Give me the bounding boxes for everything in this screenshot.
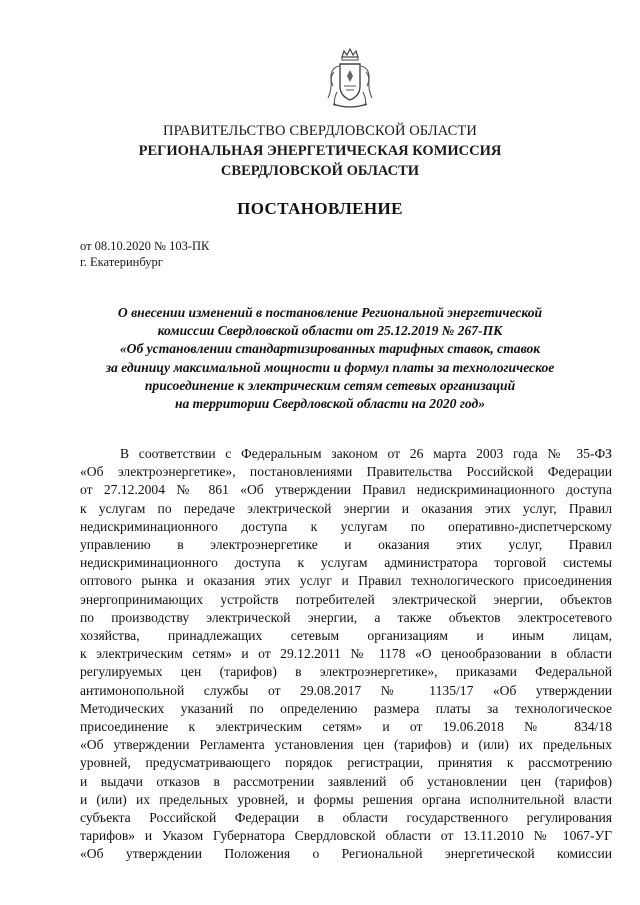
body-line: и (или) их предельных уровней, и формы решения органа исполнительной власти (80, 791, 612, 807)
subject-line: О внесении изменений в постановление Региональной энергетической (117, 305, 543, 320)
body-line: уровней, предусматривающего порядок регистрации, принятия к рассмотрению (80, 755, 612, 771)
subject-line: присоединение к электрическим сетям сетевых организаций (144, 377, 516, 393)
commission-name-line1: РЕГИОНАЛЬНАЯ ЭНЕРГЕТИЧЕСКАЯ КОМИССИЯ (138, 143, 502, 159)
body-line: энергопринимающих устройств потребителей электрической энергии, объектов (80, 591, 612, 607)
body-line: оптового рынка и оказания этих услуг и Правил технологического присоединения (80, 573, 612, 589)
subject-line: за единицу максимальной мощности и формул платы за технологическое (105, 359, 555, 375)
body-line: по производству электрической энергии, а также объектов электросетевого (80, 609, 612, 625)
body-line: недискриминационного доступа к услугам по оперативно-диспетчерскому (80, 518, 612, 534)
subject-line: «Об установлении стандартизированных тарифных ставок, ставок (119, 341, 541, 357)
body-line: и выдачи отказов в рассмотрении заявлений об установлении цен (тарифов) (80, 773, 612, 789)
document-city: г. Екатеринбург (80, 255, 163, 269)
body-line: к услугам по передаче электрической энергии и оказания этих услуг, Правил (80, 500, 612, 516)
document-subject (70, 304, 590, 413)
body-line: регулируемых цен (тарифов) в электроэнергетике», приказами Федеральной (80, 664, 612, 680)
body-line: субъекта Российской Федерации в области государственного регулирования (80, 810, 612, 826)
body-line: к электрическим сетям» и от 29.12.2011 № 1178 «О ценообразовании в области (80, 646, 612, 662)
commission-name-line2: СВЕРДЛОВСКОЙ ОБЛАСТИ (220, 163, 420, 179)
body-line: недискриминационного доступа к услугам администратора торговой системы (80, 555, 612, 571)
body-line: Методических указаний по определению размера платы за технологическое (80, 700, 612, 716)
subject-line: на территории Свердловской области на 2020 год» (174, 396, 486, 412)
coat-of-arms-icon (325, 48, 375, 110)
subject-line: комиссии Свердловской области от 25.12.2019 № 267-ПК (157, 323, 503, 339)
body-line: присоединение к электрическим сетям» и от 19.06.2018 № 834/18 (80, 719, 612, 735)
document-type-title: ПОСТАНОВЛЕНИЕ (237, 199, 403, 218)
government-name: ПРАВИТЕЛЬСТВО СВЕРДЛОВСКОЙ ОБЛАСТИ (163, 123, 477, 139)
body-line: «Об утверждении Регламента установления цен (тарифов) и (или) их предельных (80, 737, 612, 753)
body-line: антимонопольной службы от 29.08.2017 № 1135/17 «Об утверждении (80, 682, 612, 698)
document-body (80, 445, 612, 864)
body-line: управлению в электроэнергетике и оказания этих услуг, Правил (80, 537, 612, 553)
body-line: В соответствии с Федеральным законом от 26 марта 2003 года № 35-ФЗ (120, 446, 612, 461)
body-line: от 27.12.2004 № 861 «Об утверждении Правил недискриминационного доступа (80, 482, 612, 498)
body-line: тарифов» и Указом Губернатора Свердловской области от 13.11.2010 № 1067-УГ (80, 828, 612, 844)
body-line: «Об утверждении Положения о Региональной энергетической комиссии (80, 846, 612, 862)
body-line: хозяйства, принадлежащих сетевым организациям и иным лицам, (80, 628, 612, 644)
document-date-number: от 08.10.2020 № 103-ПК (80, 239, 210, 253)
body-line: «Об электроэнергетике», постановлениями Правительства Российской Федерации (80, 464, 612, 480)
